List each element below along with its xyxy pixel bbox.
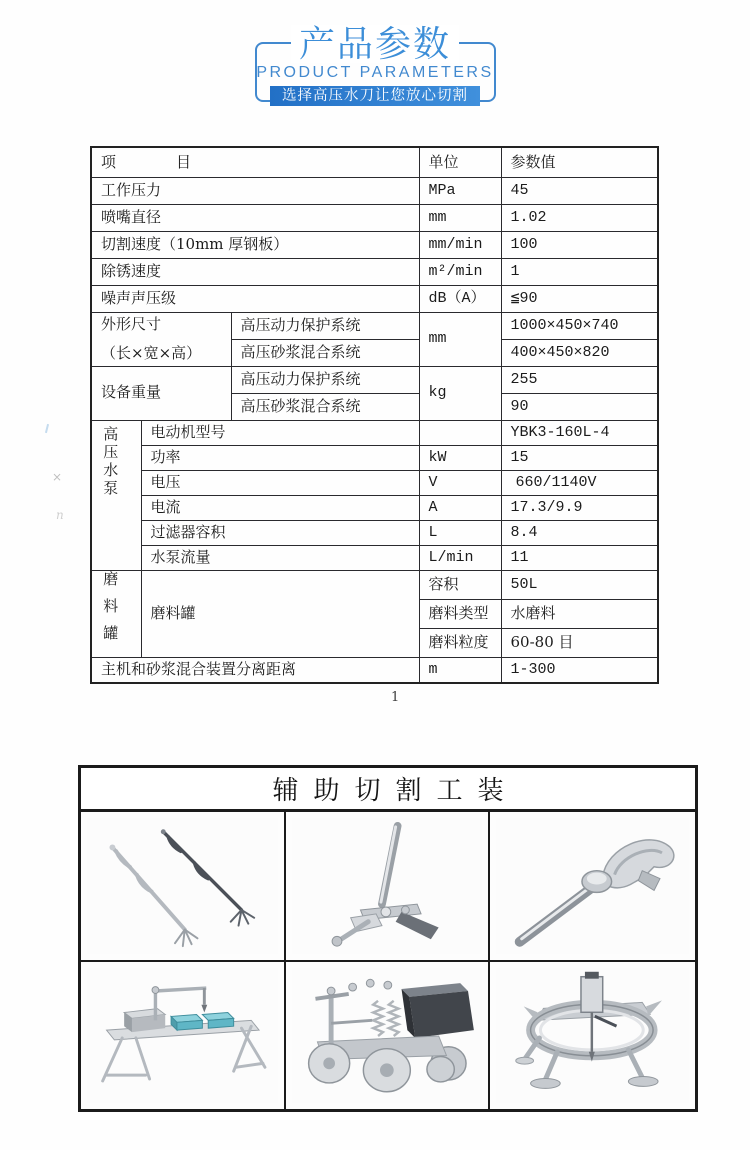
pump-unit: V xyxy=(419,470,501,495)
table-header-row xyxy=(91,147,658,177)
tool-cell-wheeled-crawler-cutter xyxy=(286,962,491,1109)
weight-unit: kg xyxy=(419,366,501,420)
tool-cell-circular-ring-cutter xyxy=(490,962,695,1109)
abrasive-section-label xyxy=(91,570,141,657)
pipe-clamp-cutter-drawing xyxy=(496,818,689,954)
banner-tagline: 选择高压水刀让您放心切割 xyxy=(270,86,480,106)
tooling-grid xyxy=(81,812,695,1109)
pump-item: 水泵流量 xyxy=(141,545,419,570)
page-number: 1 xyxy=(391,690,400,705)
pump-value: 17.3/9.9 xyxy=(501,495,658,520)
dimensions-value: 400×450×820 xyxy=(501,339,658,366)
row-unit: mm xyxy=(419,204,501,231)
table-row-weight-1 xyxy=(91,366,658,393)
table-row xyxy=(91,204,658,231)
pole-clamp-cutter-drawing xyxy=(292,818,483,954)
banner-title-cn-text: 产品参数 xyxy=(291,25,459,63)
pump-value: 15 xyxy=(501,445,658,470)
banner-title-cn xyxy=(252,25,498,63)
tool-cell-pole-clamp-cutter xyxy=(286,812,491,962)
pump-section-label xyxy=(91,420,141,570)
handheld-cutting-lances-drawing xyxy=(87,818,278,954)
pump-unit: L/min xyxy=(419,545,501,570)
row-value: 45 xyxy=(501,177,658,204)
circular-ring-cutter-drawing xyxy=(496,968,689,1103)
dimensions-system: 高压动力保护系统 xyxy=(231,312,419,339)
scan-smudge xyxy=(45,424,49,433)
pump-unit xyxy=(419,420,501,445)
row-value: 100 xyxy=(501,231,658,258)
dimensions-unit: mm xyxy=(419,312,501,366)
table-row xyxy=(91,177,658,204)
separation-unit: m xyxy=(419,657,501,683)
auxiliary-tooling-panel xyxy=(78,765,698,1112)
banner-title-en: PRODUCT PARAMETERS xyxy=(256,64,494,81)
circular-ring-cutter-photo xyxy=(496,968,689,1103)
bench-cutting-rig-drawing xyxy=(87,968,278,1103)
abrasive-item: 容积 xyxy=(419,570,501,599)
dimensions-label xyxy=(91,312,231,366)
table-row-abrasive xyxy=(91,570,658,599)
table-row-dimensions-1 xyxy=(91,312,658,339)
abrasive-section-label-text: 磨料罐 xyxy=(101,570,120,652)
pump-item: 电动机型号 xyxy=(141,420,419,445)
pump-unit: A xyxy=(419,495,501,520)
abrasive-tank-label: 磨料罐 xyxy=(141,570,419,657)
separation-value: 1-300 xyxy=(501,657,658,683)
table-row-pump xyxy=(91,420,658,445)
pipe-clamp-cutter-photo xyxy=(496,818,689,954)
pump-value: 660/1140V xyxy=(501,470,658,495)
weight-system: 高压动力保护系统 xyxy=(231,366,419,393)
dimensions-label-line2: （长×宽×高） xyxy=(101,344,202,362)
scan-smudge: × xyxy=(52,470,63,484)
separation-item: 主机和砂浆混合装置分离距离 xyxy=(91,657,419,683)
tooling-title: 辅助切割工装 xyxy=(81,768,695,812)
weight-value: 255 xyxy=(501,366,658,393)
pump-item: 电流 xyxy=(141,495,419,520)
pump-unit: L xyxy=(419,520,501,545)
abrasive-value: 50L xyxy=(501,570,658,599)
row-unit: MPa xyxy=(419,177,501,204)
tool-cell-bench-cutting-rig xyxy=(81,962,286,1109)
wheeled-crawler-cutter-drawing xyxy=(292,968,483,1103)
table-row-pump xyxy=(91,495,658,520)
row-item: 切割速度（10mm 厚钢板） xyxy=(91,231,419,258)
table-row xyxy=(91,285,658,312)
table-row-pump xyxy=(91,445,658,470)
dimensions-value: 1000×450×740 xyxy=(501,312,658,339)
handheld-cutting-lances-photo xyxy=(87,818,278,954)
row-unit: dB（A） xyxy=(419,285,501,312)
abrasive-item: 磨料粒度 xyxy=(419,628,501,657)
weight-system: 高压砂浆混合系统 xyxy=(231,393,419,420)
table-row-pump xyxy=(91,545,658,570)
dimensions-system: 高压砂浆混合系统 xyxy=(231,339,419,366)
row-item: 工作压力 xyxy=(91,177,419,204)
header-value: 参数值 xyxy=(501,147,658,177)
dimensions-label-line1: 外形尺寸 xyxy=(101,314,162,333)
pump-item: 电压 xyxy=(141,470,419,495)
pump-value: 8.4 xyxy=(501,520,658,545)
row-item: 除锈速度 xyxy=(91,258,419,285)
product-parameters-banner xyxy=(252,23,498,107)
pump-item: 过滤器容积 xyxy=(141,520,419,545)
table-row-pump xyxy=(91,520,658,545)
pole-clamp-cutter-photo xyxy=(292,818,483,954)
header-item: 项 目 xyxy=(91,147,419,177)
wheeled-crawler-cutter-photo xyxy=(292,968,483,1103)
pump-section-label-text: 高压水泵 xyxy=(101,425,120,498)
table-row-separation xyxy=(91,657,658,683)
scan-smudge: n xyxy=(56,508,64,522)
table-row-pump xyxy=(91,470,658,495)
pump-value: 11 xyxy=(501,545,658,570)
pump-item: 功率 xyxy=(141,445,419,470)
row-item: 喷嘴直径 xyxy=(91,204,419,231)
header-unit: 单位 xyxy=(419,147,501,177)
row-unit: m²/min xyxy=(419,258,501,285)
abrasive-value: 水磨料 xyxy=(501,599,658,628)
spec-table xyxy=(90,146,659,684)
pump-value: YBK3-160L-4 xyxy=(501,420,658,445)
weight-label: 设备重量 xyxy=(91,366,231,420)
bench-cutting-rig-photo xyxy=(87,968,278,1103)
pump-unit: kW xyxy=(419,445,501,470)
abrasive-item: 磨料类型 xyxy=(419,599,501,628)
abrasive-value: 60-80 目 xyxy=(501,628,658,657)
table-row xyxy=(91,231,658,258)
tool-cell-handheld-cutting-lances xyxy=(81,812,286,962)
weight-value: 90 xyxy=(501,393,658,420)
row-value: 1.02 xyxy=(501,204,658,231)
tool-cell-pipe-clamp-cutter xyxy=(490,812,695,962)
row-unit: mm/min xyxy=(419,231,501,258)
row-value: 1 xyxy=(501,258,658,285)
row-item: 噪声声压级 xyxy=(91,285,419,312)
table-row xyxy=(91,258,658,285)
row-value: ≦90 xyxy=(501,285,658,312)
